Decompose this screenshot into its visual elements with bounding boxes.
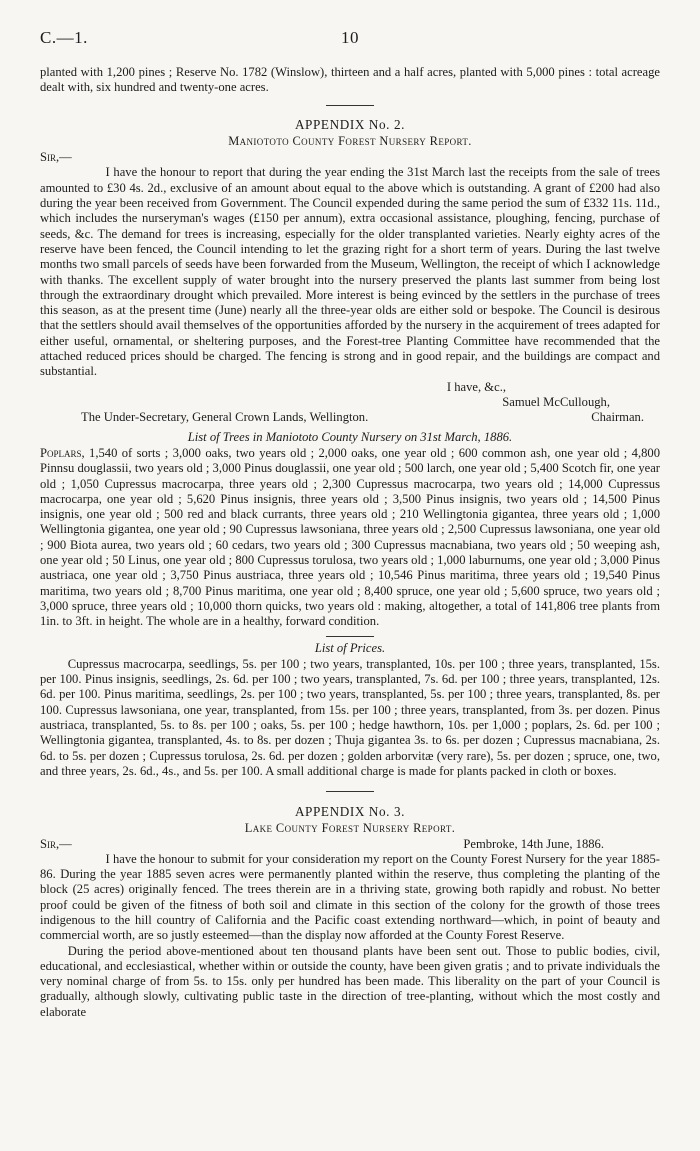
addressee-row xyxy=(40,410,660,425)
tree-list-title: List of Trees in Maniototo County Nursery on 31st March, 1886. xyxy=(187,429,513,444)
page-content xyxy=(40,65,660,1020)
section-divider xyxy=(326,105,374,106)
appendix-3-paragraph-1: I have the honour to submit for your consideration my report on the County Forest Nursery for the year 1885-86. During the year 1885 seven acres were permanently planted within the reserve, thus completing the planting of the block (25 acres) originally fenced. The trees therein are in a thriving state, growing both rapidly and robust. No better proof could be given of the fitness of both soil and climate in this section of the colony for the growth of those trees indigenous to the hill country of California and the Pacific coast extending northward—which, in point of beauty and commercial worth, are so justly esteemed—than the display now afforded at the County Forest Reserve. xyxy=(40,851,660,943)
appendix-3-salutation: Sir,— xyxy=(40,836,72,851)
prices-body: Cupressus macrocarpa, seedlings, 5s. per 100 ; two years, transplanted, 10s. per 100 ; three years, transplanted, 15s. per 100. Pinus insignis, seedlings, 2s. 6d. per 100 ; two years, transplanted, 7s. 6d. per 100 ; three years, transplanted, 12s. 6d. per 100. Pinus maritima, seedlings, 2s. per 100 ; two years, transplanted, 5s. per 100 ; three years, transplanted, 8s. per 100. Cupressus lawsoniana, one year, transplanted, from 15s. per 100 ; three years, transplanted, from 3s. per dozen. Pinus austriaca, transplanted, 5s. to 8s. per 100 ; oaks, 5s. per 100 ; hedge hawthorn, 10s. per 1,000 ; poplars, 2s. 6d. per 100 ; Wellingtonia gigantea, transplanted, 4s. to 8s. per dozen ; Thuja gigantea 3s. to 6s. per dozen ; Cupressus macnabiana, 2s. 6d. to 5s. per dozen ; Cupressus torulosa, 2s. 6d. per dozen ; golden arborvitæ (very rare), 5s. per dozen ; spruce, one, two, and three years, 2s. 6d., 4s., and 5s. per 100. A small additional charge is made for plants packed in cloth or boxes. xyxy=(40,656,660,778)
appendix-2-body: I have the honour to report that during the year ending the 31st March last the receipts from the sale of trees amounted to £30 4s. 2d., exclusive of an amount about equal to the above which is outstanding. A grant of £200 had also during the year been received from Government. The Council expended during the same period the sum of £332 11s. 11d., which includes the nurseryman's wages (£150 per annum), extra occasional assistance, ploughing, fencing, purchase of seeds, &c. The demand for trees is increasing, especially for the older transplanted varieties. Nearly eighty acres of the reserve have been fenced, the Council intending to let the grazing right for a short term of years. During the last twelve months two small parcels of seeds have been forwarded from the Museum, Wellington, the receipt of which I acknowledge with thanks. The excellent supply of water brought into the nursery preserved the plants last summer from being lost through the extraordinary drought which prevailed. More interest is being evinced by the settlers in the purchase of trees this season, as at the present time (June) nearly all the three-year olds are either sold or bespoke. The Council is desirous that the settlers should avail themselves of the opportunities afforded by the nursery in the acquirement of trees adapted for either useful, ornamental, or sheltering purposes, and the Forest-tree Planting Committee have recommended that the attached reduced prices should be charged. The fencing is strong and in good repair, and the buildings are compact and substantial. xyxy=(40,165,660,379)
appendix-3-heading: APPENDIX No. 3. xyxy=(294,804,406,820)
closing-row xyxy=(40,380,660,395)
page-header xyxy=(40,30,660,52)
document-reference: C.—1. xyxy=(40,28,88,47)
tree-list-lead: Poplars, xyxy=(40,445,85,460)
tree-list-body: 1,540 of sorts ; 3,000 oaks, two years old ; 2,000 oaks, one year old ; 600 common ash, one year old ; 4,800 Pinnsu douglassii, two years old ; 3,000 Pinus douglassii, one year old ; 500 larch, one year old ; 5,400 Scotch fir, one year old ; 1,050 Cupressus macrocarpa, three years old ; 2,300 Cupressus macrocarpa, two years old ; 14,000 Cupressus macrocarpa, one year old ; 5,620 Pinus insignis, three years old ; 3,500 Pinus insignis, two years old ; 14,500 Pinus insignis, one year old ; 500 red and black currants, three years old ; 210 Wellingtonia gigantea, three years old ; 1,000 Wellingtonia gigantea, one year old ; 90 Cupressus lawsoniana, three years old ; 2,500 Cupressus lawsoniana, one year old ; 900 Biota aurea, two years old ; 60 cedars, two years old ; 300 Cupressus macnabiana, two years old ; 50 weeping ash, one year old ; 50 Linus, one year old ; 800 Cupressus torulosa, two years old ; 1,000 laburnums, one year old ; 3,000 Pinus austriaca, one year old ; 3,750 Pinus austriaca, three years old ; 10,546 Pinus maritima, three years old ; 19,540 Pinus maritima, two years old ; 8,700 Pinus maritima, one year old ; 8,400 spruce, one year old ; 5,600 spruce, two years old ; 3,000 spruce, three years old ; 10,000 thorn quicks, two years old : making, altogether, a total of 141,806 tree plants from 1in. to 3ft. in height. The whole are in a healthy, forward condition. xyxy=(40,445,660,629)
signatory-row xyxy=(40,395,660,410)
page-number: 10 xyxy=(341,28,359,47)
appendix-2-heading: APPENDIX No. 2. xyxy=(294,116,406,132)
appendix-3-dateline-row xyxy=(40,837,660,852)
tree-list xyxy=(40,446,660,630)
appendix-2-salutation: Sir,— xyxy=(40,150,72,165)
closing-text: I have, &c., xyxy=(446,379,506,394)
signatory-name: Samuel McCullough, xyxy=(502,394,610,409)
signatory-title: Chairman. xyxy=(591,409,644,424)
section-divider-2 xyxy=(326,791,374,792)
appendix-2-subheading: Maniototo County Forest Nursery Report. xyxy=(228,133,472,148)
appendix-3-subheading: Lake County Forest Nursery Report. xyxy=(244,821,456,836)
prices-title: List of Prices. xyxy=(314,640,386,655)
appendix-3-paragraph-2: During the period above-mentioned about ten thousand plants have been sent out. Those to public bodies, civil, educational, and ecclesiastical, whether within or outside the county, have been given gratis ; and to private individuals the very nominal charge of from 5s. to 15s. only per hundred has been made. This liberality on the part of your Council is gradually, although slowly, cultivating public taste in the direction of tree-planting, without which the most costly and elaborate xyxy=(40,943,660,1019)
list-divider xyxy=(326,636,374,637)
intro-continuation: planted with 1,200 pines ; Reserve No. 1782 (Winslow), thirteen and a half acres, planted with 5,000 pines : total acreage dealt with, six hundred and twenty-one acres. xyxy=(40,65,660,95)
appendix-3-dateline: Pembroke, 14th June, 1886. xyxy=(463,836,604,851)
addressee: The Under-Secretary, General Crown Lands, Wellington. xyxy=(81,409,369,424)
